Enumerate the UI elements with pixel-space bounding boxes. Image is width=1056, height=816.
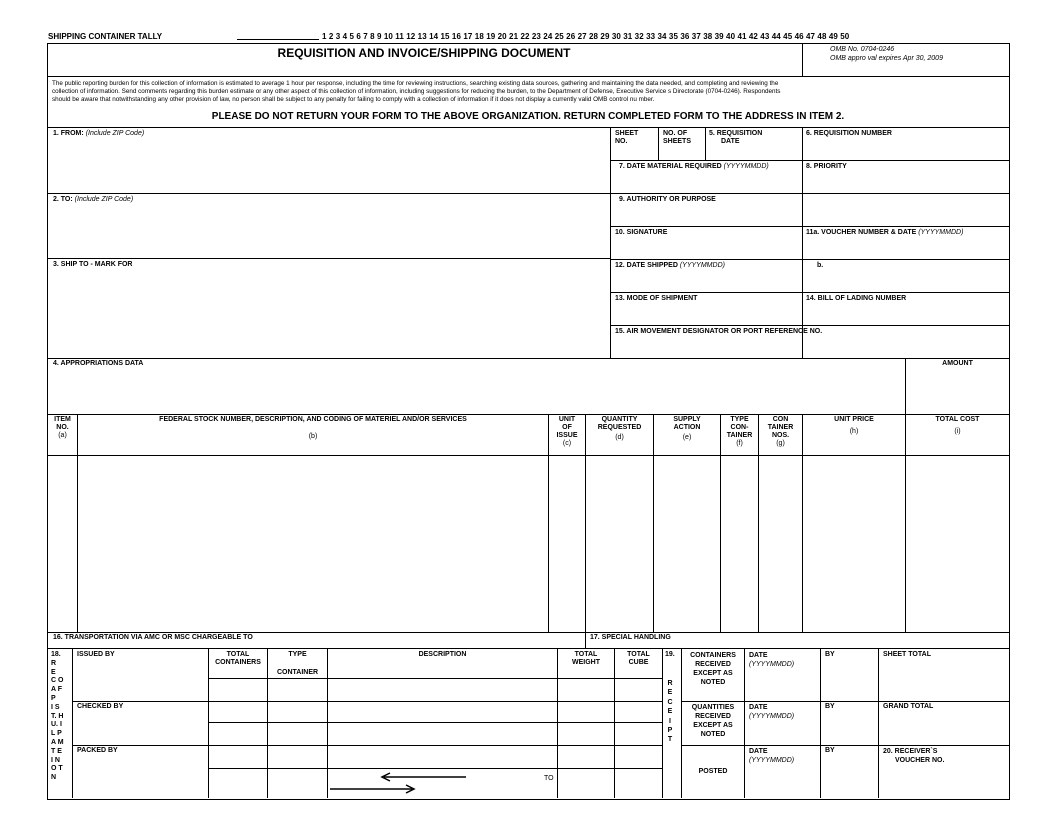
amount-field[interactable] <box>908 370 1009 412</box>
requisition-number-label: 6. REQUISITION NUMBER <box>806 130 892 137</box>
by-field-2[interactable] <box>823 714 880 745</box>
by-field-3[interactable] <box>823 758 880 798</box>
return-notice: PLEASE DO NOT RETURN YOUR FORM TO THE ABOVE ORGANIZATION. RETURN COMPLETED FORM TO THE ADDRESS IN ITEM 2. <box>211 111 845 122</box>
rule-r3 <box>610 226 1009 227</box>
sheet-total-field[interactable] <box>881 662 1011 701</box>
date-field-2[interactable] <box>747 722 822 745</box>
receivers-voucher-field[interactable] <box>881 768 1011 798</box>
issued-by-field[interactable] <box>75 661 210 701</box>
burden-line-2: collection of information. Send comments regarding this burden estimate or any other aspect of this collection of information, including suggestions for reducing the burden, to the Department of Defense, Executive Service s Directorate (0704-0246). Respondents <box>52 88 781 95</box>
date-shipped-field[interactable] <box>613 272 803 292</box>
col-quantity-header: QUANTITY REQUESTED (d) <box>597 416 642 441</box>
col-item-header: ITEM NO. (a) <box>54 416 71 439</box>
rule-r7 <box>47 358 1009 359</box>
receipt-r2 <box>681 745 1009 746</box>
burden-line-1: The public reporting burden for this collection of information is estimated to average 1 hour per response, including the time for reviewing instructions, searching existing data sources, gathering and maintaining the data needed, and completing and reviewing the <box>52 80 779 87</box>
date-label-3: DATE (YYYYMMDD) <box>749 748 795 764</box>
bill-lading-field[interactable] <box>805 305 1009 325</box>
to-label: 2. TO: (Include ZIP Code) <box>53 196 134 203</box>
rule-r6 <box>610 325 1009 326</box>
issued-by-label: ISSUED BY <box>77 651 115 658</box>
ship-to-field[interactable] <box>52 272 609 354</box>
quantity-field[interactable] <box>587 457 655 633</box>
requisition-date-field[interactable] <box>707 148 804 160</box>
sheet-total-label: SHEET TOTAL <box>883 651 931 658</box>
omb-expiration: OMB appro val expires Apr 30, 2009 <box>830 55 943 62</box>
signature-field[interactable] <box>613 239 803 259</box>
posted-label: POSTED <box>698 768 728 775</box>
authority-label: 9. AUTHORITY OR PURPOSE <box>619 196 716 203</box>
burden-statement <box>52 80 780 104</box>
transport-label: 16. TRANSPORTATION VIA AMC OR MSC CHARGEABLE TO <box>53 634 253 641</box>
from-field[interactable] <box>52 142 609 190</box>
by-field-1[interactable] <box>823 662 880 701</box>
checked-by-label: CHECKED BY <box>77 703 124 710</box>
col-fsn-header: FEDERAL STOCK NUMBER, DESCRIPTION, AND CODING OF MATERIEL AND/OR SERVICES (b) <box>159 416 467 440</box>
date-shipped-label: 12. DATE SHIPPED (YYYYMMDD) <box>615 262 725 269</box>
priority-label: 8. PRIORITY <box>806 163 847 170</box>
containers-received-label: CONTAINERS RECEIVED EXCEPT AS NOTED <box>690 652 736 686</box>
grand-total-label: GRAND TOTAL <box>883 703 934 710</box>
ship-to-label: 3. SHIP TO - MARK FOR <box>53 261 133 268</box>
form-title: REQUISITION AND INVOICE/SHIPPING DOCUMENT <box>277 46 571 60</box>
by-label-2: BY <box>825 703 835 710</box>
rule-r2 <box>610 193 1009 194</box>
date-required-field[interactable] <box>613 173 803 193</box>
arrow-icons <box>328 770 558 796</box>
grand-total-field[interactable] <box>881 714 1011 745</box>
burden-line-3: should be aware that notwithstanding any other provision of law, no person shall be subject to any penalty for failing to comply with a collection of information if it does not display a currently valid OMB control nu mber. <box>52 96 655 103</box>
receipt-number-label: 19. <box>665 651 675 658</box>
by-label-1: BY <box>825 651 835 658</box>
quantities-received-label: QUANTITIES RECEIVED EXCEPT AS NOTED <box>691 704 735 738</box>
col-type-header: TYPE CON- TAINER (f) <box>726 416 753 447</box>
col-unit-price-header: UNIT PRICE (h) <box>834 416 874 435</box>
special-handling-label: 17. SPECIAL HANDLING <box>590 634 671 641</box>
recapitulation-label: 18. R E C O A F P I S T. H U. I L P A M T E I N O T N <box>51 651 64 782</box>
unit-price-field[interactable] <box>804 457 907 633</box>
tally-label: SHIPPING CONTAINER TALLY <box>48 32 163 41</box>
rule-r1 <box>610 160 1009 161</box>
total-cost-field[interactable] <box>907 457 1011 633</box>
recap-c5 <box>614 648 615 798</box>
no-of-sheets-label: NO. OF SHEETS <box>663 130 692 145</box>
tally-line <box>237 39 319 40</box>
rule-from <box>47 193 611 194</box>
sheet-no-label: SHEET NO. <box>615 130 639 145</box>
col-unit-header: UNIT OF ISSUE (c) <box>556 416 578 447</box>
tally-numbers: 1 2 3 4 5 6 7 8 9 10 11 12 13 14 15 16 17 18 19 20 21 22 23 24 25 26 27 28 29 30 31 32 33 34 35 36 37 38 39 40 41 42 43 44 45 46 47 48 49 50 <box>322 32 850 41</box>
type-container-label: TYPE CONTAINER <box>276 651 319 676</box>
date-required-label: 7. DATE MATERIAL REQUIRED (YYYYMMDD) <box>619 163 769 170</box>
rule-r4 <box>610 259 1009 260</box>
description-field[interactable] <box>80 457 550 633</box>
date-label-2: DATE (YYYYMMDD) <box>749 704 795 720</box>
unit-of-issue-field[interactable] <box>550 457 587 633</box>
item-no-field[interactable] <box>49 457 79 633</box>
bill-lading-label: 14. BILL OF LADING NUMBER <box>806 295 907 302</box>
right-arrow-icon <box>330 785 414 793</box>
recap-r3 <box>208 722 663 723</box>
mode-shipment-label: 13. MODE OF SHIPMENT <box>615 295 698 302</box>
recap-c6 <box>662 648 663 798</box>
receipt-r1 <box>681 701 1009 702</box>
date-field-3[interactable] <box>747 767 822 798</box>
date-label-1: DATE (YYYYMMDD) <box>749 652 795 668</box>
rule-r5 <box>610 292 1009 293</box>
recap-r5 <box>208 768 663 769</box>
recap-left <box>72 648 73 798</box>
voucher-field[interactable] <box>805 239 1009 259</box>
receivers-voucher-label: 20. RECEIVER`S VOUCHER NO. <box>883 748 945 764</box>
checked-by-field[interactable] <box>75 713 210 745</box>
air-movement-field[interactable] <box>613 338 1009 358</box>
supply-action-field[interactable] <box>655 457 722 633</box>
rule-approp <box>47 414 1009 415</box>
recap-r4 <box>72 745 663 746</box>
packed-by-field[interactable] <box>75 757 210 797</box>
items-header-rule <box>47 455 1009 456</box>
from-label: 1. FROM: (Include ZIP Code) <box>53 130 145 137</box>
receipt-c2 <box>744 648 745 798</box>
col-supply-header: SUPPLY ACTION (e) <box>673 416 701 441</box>
to-label-arrow: TO <box>544 775 554 782</box>
air-movement-label: 15. AIR MOVEMENT DESIGNATOR OR PORT REFERENCE NO. <box>615 328 823 335</box>
packed-by-label: PACKED BY <box>77 747 118 754</box>
signature-label: 10. SIGNATURE <box>615 229 668 236</box>
col-total-cost-header: TOTAL COST (i) <box>935 416 980 435</box>
voucher-b-field[interactable] <box>805 272 1009 292</box>
omb-number: OMB No. 0704-0246 <box>830 46 895 53</box>
sheet-no-field[interactable] <box>612 148 660 160</box>
date-field-1[interactable] <box>747 670 822 701</box>
requisition-number-field[interactable] <box>805 140 1009 160</box>
total-weight-label: TOTAL WEIGHT <box>572 651 600 666</box>
voucher-b-label: b. <box>817 262 824 269</box>
left-arrow-icon <box>382 773 466 781</box>
rule-16 <box>47 648 1009 649</box>
recap-r2 <box>72 701 663 702</box>
by-label-3: BY <box>825 747 835 754</box>
amount-label: AMOUNT <box>942 360 973 367</box>
receipt-label: R E C E I P T <box>667 680 673 744</box>
notice-rule <box>47 127 1009 128</box>
appropriations-label: 4. APPROPRIATIONS DATA <box>53 360 144 367</box>
container-type-field[interactable] <box>722 457 760 633</box>
no-of-sheets-field[interactable] <box>660 148 707 160</box>
rule-to <box>47 258 611 259</box>
requisition-date-label: 5. REQUISITION DATE <box>709 130 763 145</box>
container-nos-field[interactable] <box>760 457 804 633</box>
recap-r1 <box>208 678 663 679</box>
appropriations-field[interactable] <box>52 370 906 412</box>
authority-field[interactable] <box>613 206 1009 226</box>
voucher-label: 11a. VOUCHER NUMBER & DATE (YYYYMMDD) <box>806 229 964 236</box>
col-container-header: CON TAINER NOS. (g) <box>767 416 794 447</box>
total-cube-label: TOTAL CUBE <box>627 651 650 666</box>
to-field[interactable] <box>52 207 609 255</box>
title-divider <box>802 43 803 76</box>
total-containers-label: TOTAL CONTAINERS <box>215 651 261 666</box>
header-rule <box>47 76 1009 77</box>
description-label: DESCRIPTION <box>418 651 467 658</box>
mode-shipment-field[interactable] <box>613 305 803 325</box>
priority-field[interactable] <box>805 173 1009 193</box>
